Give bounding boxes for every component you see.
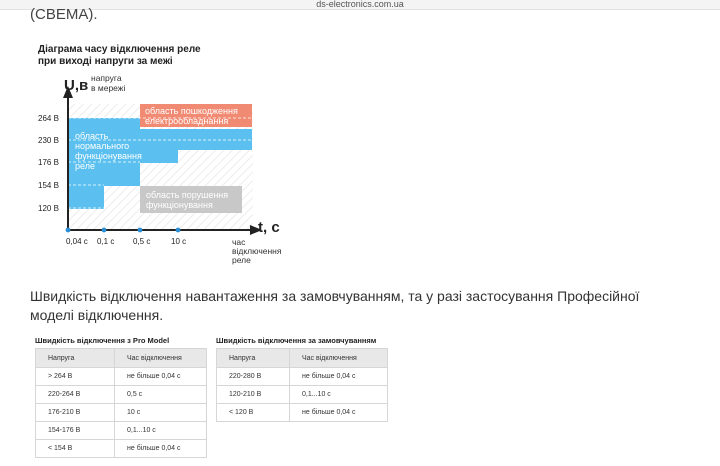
clipped-text: (СВЕМА). xyxy=(30,6,98,23)
x-axis-caption-3: реле xyxy=(232,255,251,265)
default-col-voltage: Напруга xyxy=(217,349,290,368)
default-table xyxy=(216,348,388,422)
pro-table-title: Швидкість відключення з Pro Model xyxy=(35,336,170,345)
pro-cell-voltage: 154-176 В xyxy=(36,422,115,440)
default-cell-time: не більше 0,04 с xyxy=(290,404,388,422)
default-cell-time: 0,1...10 с xyxy=(290,386,388,404)
pro-table-header-row xyxy=(36,349,207,368)
table-row xyxy=(36,368,207,386)
y-axis-caption-1: напруга xyxy=(91,73,122,83)
url-text: ds-electronics.com.ua xyxy=(316,0,404,9)
table-row xyxy=(217,404,388,422)
damage-label-2: електрообладнання xyxy=(145,116,229,126)
pro-cell-time: не більше 0,04 с xyxy=(115,368,207,386)
pro-cell-time: не більше 0,04 с xyxy=(115,440,207,458)
pro-cell-time: 10 с xyxy=(115,404,207,422)
x-tick-01: 0,1 с xyxy=(97,237,115,246)
default-table-title: Швидкість відключення за замовчуванням xyxy=(216,336,377,345)
x-axis-caption-2: відключення xyxy=(232,246,282,256)
y-tick-264: 264 В xyxy=(38,114,59,123)
pro-cell-time: 0,1...10 с xyxy=(115,422,207,440)
x-tick-05: 0,5 с xyxy=(133,237,151,246)
pro-cell-time: 0,5 с xyxy=(115,386,207,404)
violation-label-1: область порушення xyxy=(146,190,229,200)
y-axis-symbol: U,в xyxy=(64,77,89,94)
x-tick-10: 10 с xyxy=(171,237,187,246)
y-tick-120: 120 В xyxy=(38,204,59,213)
x-tick-dot-05 xyxy=(138,228,143,233)
x-tick-dot-10 xyxy=(176,228,181,233)
default-cell-voltage: 220-280 В xyxy=(217,368,290,386)
table-row xyxy=(36,386,207,404)
default-cell-time: не більше 0,04 с xyxy=(290,368,388,386)
table-row xyxy=(36,440,207,458)
default-col-time: Час відключення xyxy=(290,349,388,368)
diagram-title-line2: при виході напруги за межі xyxy=(38,56,173,67)
pro-col-voltage: Напруга xyxy=(36,349,115,368)
x-tick-dot-004 xyxy=(66,228,71,233)
x-axis-symbol: t, с xyxy=(258,219,280,236)
normal-label-4: реле xyxy=(75,161,95,171)
pro-table xyxy=(35,348,207,458)
default-table-header-row xyxy=(217,349,388,368)
y-axis-caption-2: в мережі xyxy=(91,83,126,93)
pro-cell-voltage: > 264 В xyxy=(36,368,115,386)
default-cell-voltage: < 120 В xyxy=(217,404,290,422)
table-row xyxy=(217,368,388,386)
normal-label-1: область xyxy=(75,131,109,141)
default-cell-voltage: 120-210 В xyxy=(217,386,290,404)
x-tick-004: 0,04 с xyxy=(66,237,88,246)
y-tick-176: 176 В xyxy=(38,158,59,167)
normal-label-3: функціонування xyxy=(75,151,142,161)
damage-label-1: область пошкодження xyxy=(145,106,238,116)
pro-cell-voltage: < 154 В xyxy=(36,440,115,458)
pro-cell-voltage: 176-210 В xyxy=(36,404,115,422)
table-row xyxy=(36,422,207,440)
diagram-title-line1: Діаграма часу відключення реле xyxy=(38,44,201,55)
table-row xyxy=(36,404,207,422)
table-row xyxy=(217,386,388,404)
x-tick-dot-01 xyxy=(102,228,107,233)
normal-label-2: нормального xyxy=(75,141,130,151)
y-tick-154: 154 В xyxy=(38,181,59,190)
pro-col-time: Час відключення xyxy=(115,349,207,368)
pro-cell-voltage: 220-264 В xyxy=(36,386,115,404)
violation-label-2: функціонування xyxy=(146,200,213,210)
x-axis-caption-1: час xyxy=(232,237,246,247)
description-paragraph: Швидкість відключення навантаження за замовчуванням, та у разі застосування Професійної моделі відключення. xyxy=(30,288,640,323)
y-tick-230: 230 В xyxy=(38,136,59,145)
